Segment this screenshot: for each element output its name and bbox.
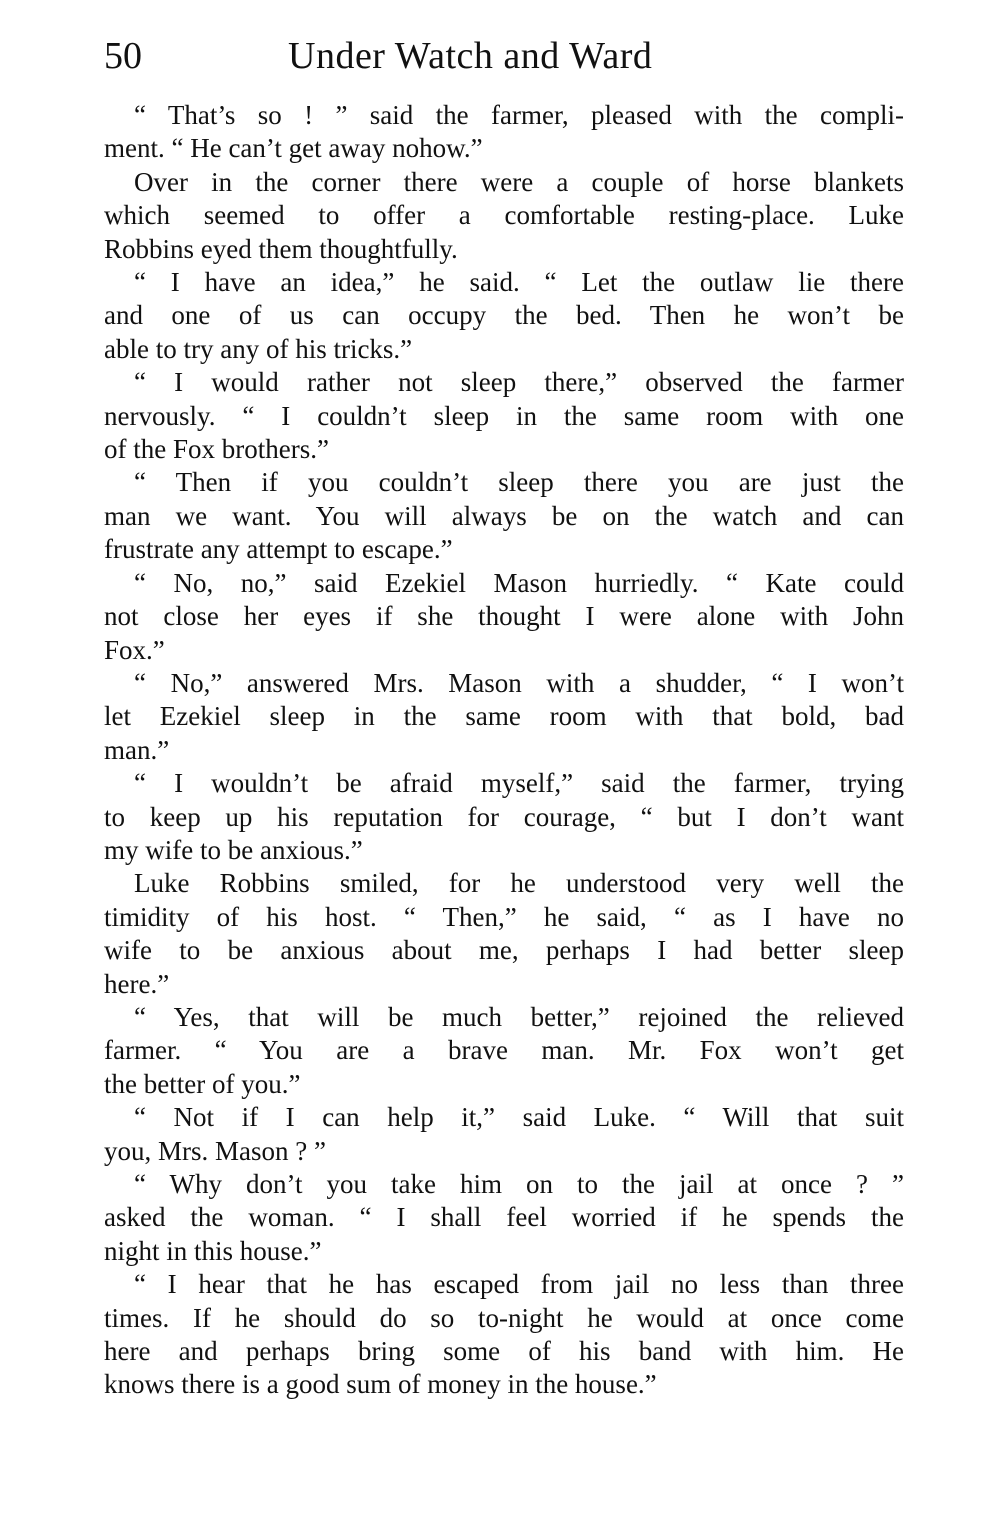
paragraph <box>104 266 904 366</box>
page-header <box>104 34 904 84</box>
text-line: here and perhaps bring some of his band with him. He <box>104 1336 904 1367</box>
text-line: knows there is a good sum of money in the house.” <box>104 1369 657 1400</box>
text-line: the better of you.” <box>104 1068 301 1099</box>
text-line: “ I have an idea,” he said. “ Let the outlaw lie there <box>134 267 904 298</box>
paragraph <box>104 567 904 667</box>
text-line: ment. “ He can’t get away nohow.” <box>104 133 483 164</box>
paragraph <box>104 466 904 566</box>
page-number: 50 <box>104 35 142 77</box>
text-line: here.” <box>104 968 170 999</box>
text-line: “ Why don’t you take him on to the jail at once ? ” <box>134 1169 904 1199</box>
text-line: Over in the corner there were a couple of horse blankets <box>134 166 904 197</box>
paragraph <box>104 667 904 767</box>
text-line: of the Fox brothers.” <box>104 434 329 465</box>
text-line: asked the woman. “ I shall feel worried if he spends the <box>104 1202 904 1233</box>
text-line: farmer. “ You are a brave man. Mr. Fox won’t get <box>104 1035 904 1066</box>
text-line: times. If he should do so to-night he would at once come <box>104 1302 904 1333</box>
text-line: man we want. You will always be on the watch and can <box>104 500 904 531</box>
text-line: “ Yes, that will be much better,” rejoined the relieved <box>134 1001 904 1032</box>
text-line: man.” <box>104 734 170 765</box>
text-line: “ I wouldn’t be afraid myself,” said the farmer, trying <box>134 768 904 799</box>
text-line: my wife to be anxious.” <box>104 834 363 865</box>
text-line: Luke Robbins smiled, for he understood very well the <box>134 868 904 899</box>
text-line: frustrate any attempt to escape.” <box>104 534 453 565</box>
paragraph <box>104 99 904 166</box>
paragraph <box>104 1268 904 1402</box>
text-line: Robbins eyed them thoughtfully. <box>104 233 458 264</box>
text-line: “ No,” answered Mrs. Mason with a shudder, “ I won’t <box>134 667 904 698</box>
text-line: let Ezekiel sleep in the same room with that bold, bad <box>104 701 904 732</box>
paragraph <box>104 1101 904 1168</box>
paragraph <box>104 867 904 1001</box>
text-line: “ I hear that he has escaped from jail no less than three <box>134 1269 904 1300</box>
text-line: wife to be anxious about me, perhaps I had better sleep <box>104 935 904 966</box>
text-line: you, Mrs. Mason ? ” <box>104 1135 326 1166</box>
running-title: Under Watch and Ward <box>288 35 653 77</box>
text-line: nervously. “ I couldn’t sleep in the same room with one <box>104 400 904 431</box>
paragraph <box>104 767 904 867</box>
paragraph <box>104 166 904 266</box>
text-line: “ Not if I can help it,” said Luke. “ Will that suit <box>134 1102 904 1133</box>
paragraph <box>104 1168 904 1268</box>
text-line: “ I would rather not sleep there,” observed the farmer <box>134 367 904 398</box>
text-line: not close her eyes if she thought I were alone with John <box>104 601 904 632</box>
text-line: night in this house.” <box>104 1235 322 1266</box>
text-line: able to try any of his tricks.” <box>104 333 413 364</box>
text-line: “ Then if you couldn’t sleep there you are just the <box>134 467 904 498</box>
text-line: “ That’s so ! ” said the farmer, pleased with the compli- <box>134 100 904 130</box>
text-line: to keep up his reputation for courage, “ but I don’t want <box>104 801 904 832</box>
text-line: timidity of his host. “ Then,” he said, “ as I have no <box>104 901 904 932</box>
text-line: which seemed to offer a comfortable resting-place. Luke <box>104 200 904 231</box>
text-line: “ No, no,” said Ezekiel Mason hurriedly. “ Kate could <box>134 567 904 598</box>
paragraph <box>104 1001 904 1101</box>
paragraph <box>104 366 904 466</box>
text-line: and one of us can occupy the bed. Then he won’t be <box>104 300 904 331</box>
text-line: Fox.” <box>104 634 165 665</box>
body-text <box>104 99 904 1402</box>
